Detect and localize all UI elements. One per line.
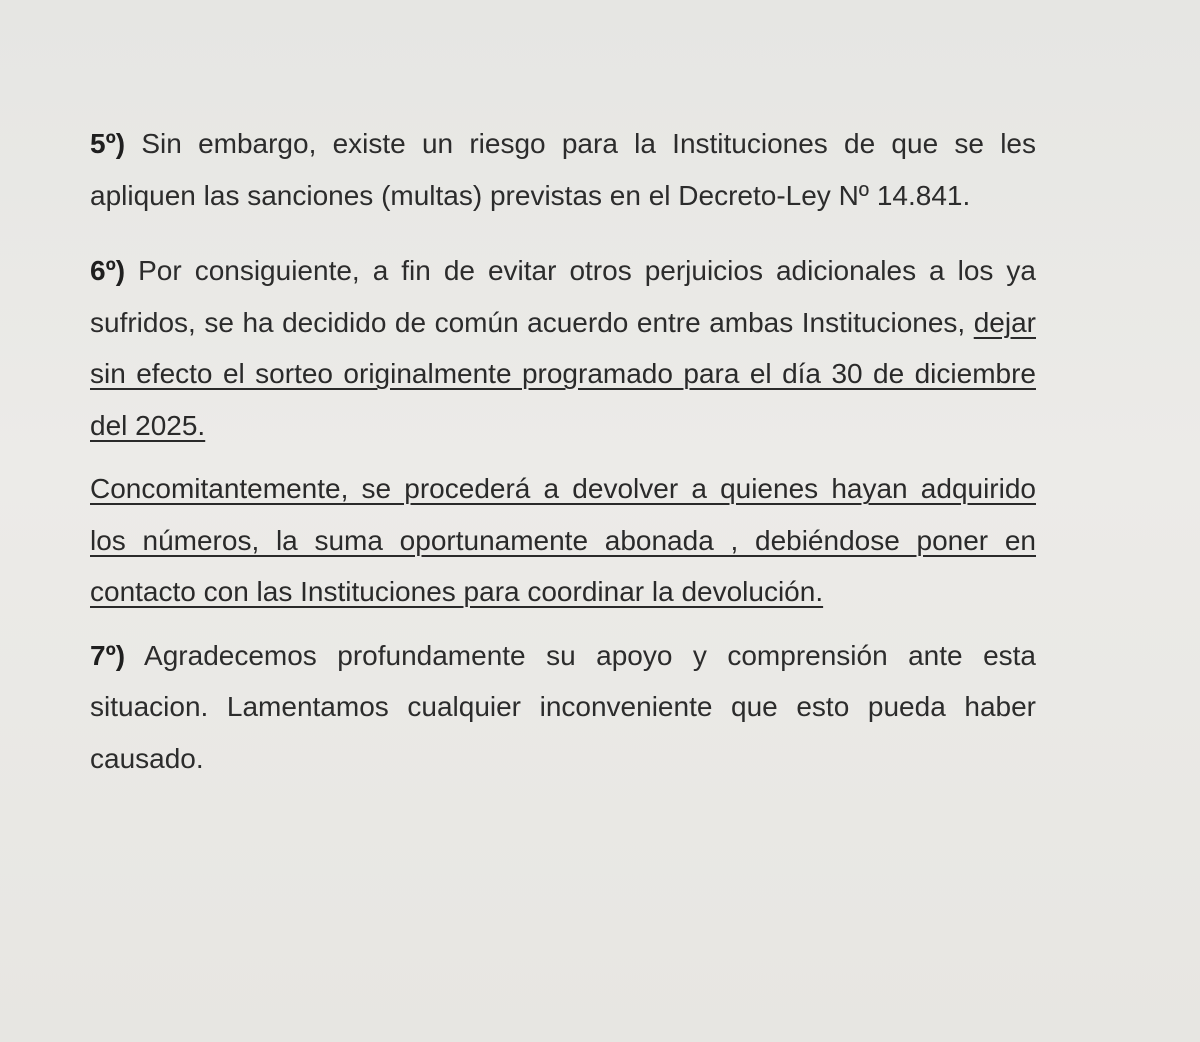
paragraph-7-text: Agradecemos profundamente su apoyo y comprensión ante esta situacion. Lamentamos cualquier inconveniente que esto pueda haber causado. (90, 639, 1036, 774)
paragraph-6 (90, 245, 1036, 451)
paragraph-6-underlined: dejar sin efecto el sorteo originalmente programado para el día 30 de diciembre del 2025. (90, 306, 1036, 441)
paragraph-5-number: 5º) (90, 128, 126, 159)
letter-page (90, 118, 1036, 784)
paragraph-6-number: 6º) (90, 255, 126, 286)
paragraph-6-continuation-underlined: Concomitantemente, se procederá a devolver a quienes hayan adquirido los números, la suma oportunamente abonada , debiéndose poner en contacto con las Instituciones para coordinar la devolución. (90, 473, 1036, 607)
paragraph-7-number: 7º) (90, 639, 126, 671)
paragraph-5 (90, 118, 1036, 221)
paragraph-7 (90, 630, 1036, 785)
paragraph-5-text: Sin embargo, existe un riesgo para la Instituciones de que se les apliquen las sanciones (multas) previstas en el Decreto-Ley Nº 14.841. (90, 128, 1036, 211)
paragraph-6-continuation (90, 463, 1036, 618)
paragraph-6-text: Por consiguiente, a fin de evitar otros perjuicios adicionales a los ya sufridos, se ha decidido de común acuerdo entre ambas Instituciones, (90, 255, 1036, 338)
